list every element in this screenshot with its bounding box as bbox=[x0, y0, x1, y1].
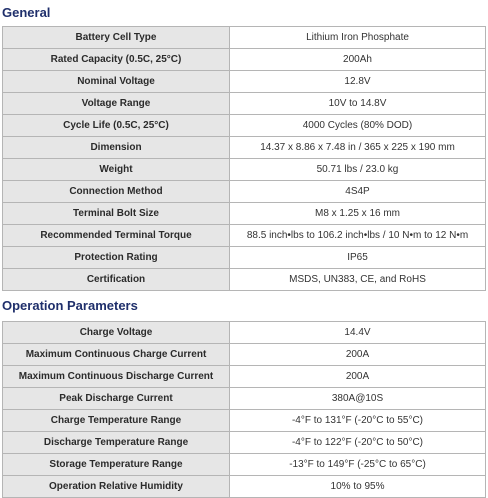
spec-row bbox=[3, 225, 486, 247]
spec-row bbox=[3, 388, 486, 410]
general-section-title: General bbox=[2, 5, 51, 20]
spec-row bbox=[3, 454, 486, 476]
spec-row bbox=[3, 322, 486, 344]
spec-row bbox=[3, 344, 486, 366]
spec-label: Terminal Bolt Size bbox=[3, 203, 230, 225]
spec-label: Voltage Range bbox=[3, 93, 230, 115]
spec-label: Charge Temperature Range bbox=[3, 410, 230, 432]
spec-row bbox=[3, 366, 486, 388]
spec-label: Cycle Life (0.5C, 25°C) bbox=[3, 115, 230, 137]
spec-value: 14.4V bbox=[230, 322, 486, 344]
spec-value: 380A@10S bbox=[230, 388, 486, 410]
spec-value: 10V to 14.8V bbox=[230, 93, 486, 115]
spec-label: Charge Voltage bbox=[3, 322, 230, 344]
spec-label: Maximum Continuous Discharge Current bbox=[3, 366, 230, 388]
spec-row bbox=[3, 432, 486, 454]
spec-value: 200Ah bbox=[230, 49, 486, 71]
spec-value: 10% to 95% bbox=[230, 476, 486, 498]
spec-value: 12.8V bbox=[230, 71, 486, 93]
spec-label: Rated Capacity (0.5C, 25°C) bbox=[3, 49, 230, 71]
spec-value: -13°F to 149°F (-25°C to 65°C) bbox=[230, 454, 486, 476]
spec-label: Certification bbox=[3, 269, 230, 291]
spec-value: 88.5 inch•lbs to 106.2 inch•lbs / 10 N•m to 12 N•m bbox=[230, 225, 486, 247]
operation-spec-table bbox=[2, 321, 486, 498]
spec-value: -4°F to 122°F (-20°C to 50°C) bbox=[230, 432, 486, 454]
spec-row bbox=[3, 476, 486, 498]
spec-row bbox=[3, 93, 486, 115]
spec-value: IP65 bbox=[230, 247, 486, 269]
spec-row bbox=[3, 159, 486, 181]
spec-row bbox=[3, 115, 486, 137]
spec-row bbox=[3, 269, 486, 291]
spec-value: 200A bbox=[230, 366, 486, 388]
spec-label: Battery Cell Type bbox=[3, 27, 230, 49]
spec-label: Peak Discharge Current bbox=[3, 388, 230, 410]
spec-row bbox=[3, 71, 486, 93]
general-spec-table bbox=[2, 26, 486, 291]
spec-label: Weight bbox=[3, 159, 230, 181]
operation-section-title: Operation Parameters bbox=[2, 298, 138, 313]
spec-value: 200A bbox=[230, 344, 486, 366]
spec-row bbox=[3, 181, 486, 203]
spec-label: Recommended Terminal Torque bbox=[3, 225, 230, 247]
spec-row bbox=[3, 247, 486, 269]
spec-row bbox=[3, 137, 486, 159]
spec-value: 14.37 x 8.86 x 7.48 in / 365 x 225 x 190 mm bbox=[230, 137, 486, 159]
spec-row bbox=[3, 410, 486, 432]
spec-row bbox=[3, 27, 486, 49]
spec-label: Operation Relative Humidity bbox=[3, 476, 230, 498]
general-spec-table-body bbox=[3, 27, 486, 291]
spec-label: Maximum Continuous Charge Current bbox=[3, 344, 230, 366]
spec-value: -4°F to 131°F (-20°C to 55°C) bbox=[230, 410, 486, 432]
spec-value: 4000 Cycles (80% DOD) bbox=[230, 115, 486, 137]
spec-row bbox=[3, 203, 486, 225]
spec-label: Dimension bbox=[3, 137, 230, 159]
spec-label: Connection Method bbox=[3, 181, 230, 203]
spec-label: Storage Temperature Range bbox=[3, 454, 230, 476]
spec-label: Discharge Temperature Range bbox=[3, 432, 230, 454]
operation-spec-table-body bbox=[3, 322, 486, 498]
spec-value: MSDS, UN383, CE, and RoHS bbox=[230, 269, 486, 291]
spec-value: Lithium Iron Phosphate bbox=[230, 27, 486, 49]
spec-value: 4S4P bbox=[230, 181, 486, 203]
spec-label: Nominal Voltage bbox=[3, 71, 230, 93]
spec-value: M8 x 1.25 x 16 mm bbox=[230, 203, 486, 225]
spec-row bbox=[3, 49, 486, 71]
spec-label: Protection Rating bbox=[3, 247, 230, 269]
spec-value: 50.71 lbs / 23.0 kg bbox=[230, 159, 486, 181]
